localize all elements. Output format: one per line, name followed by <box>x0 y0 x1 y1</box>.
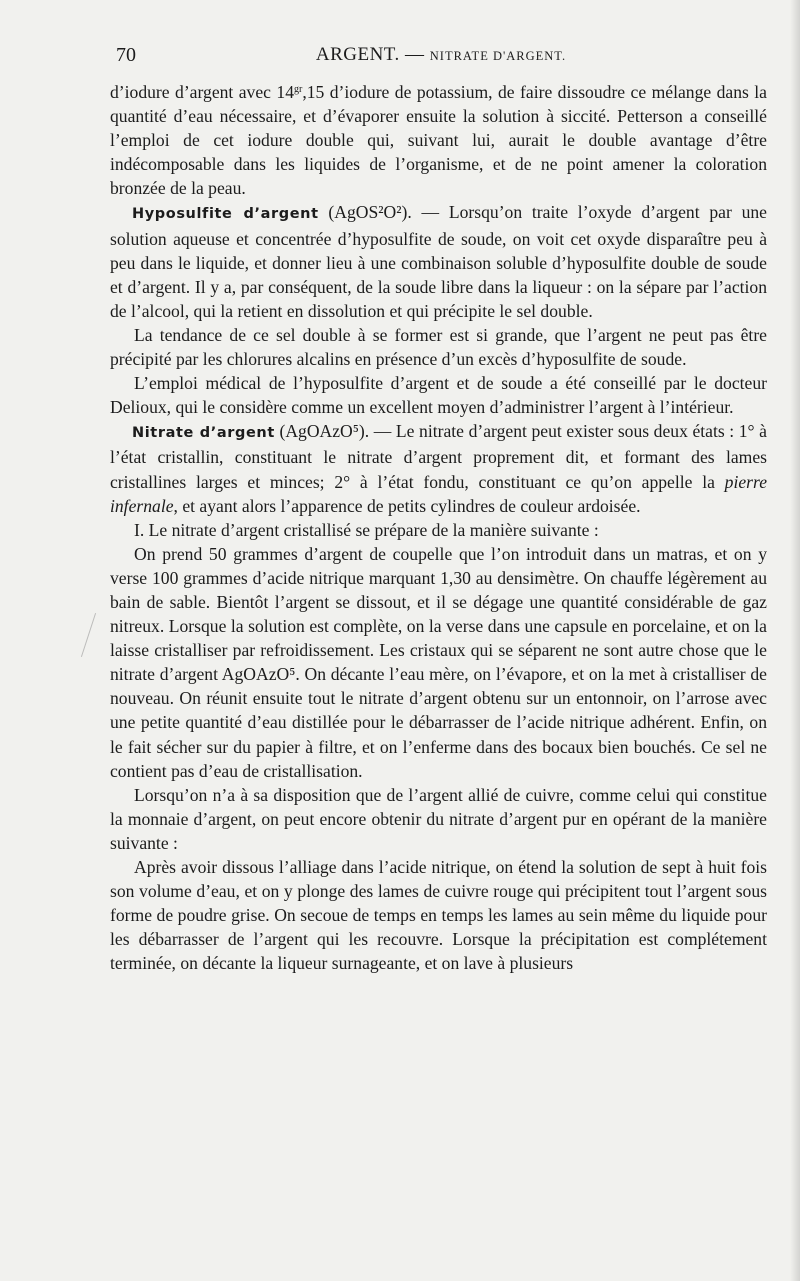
page-header <box>116 44 766 72</box>
scan-mark <box>81 613 96 657</box>
section-term-nitrate: Nitrate d’argent <box>132 425 275 442</box>
formula-hyposulfite: (AgOS²O²). <box>328 202 412 223</box>
paragraph-tendance: La tendance de ce sel double à se former est si grande, que l’argent ne peut pas être précipité par les chlorures alcalins en présence d’un excès d’hyposulfite de soude. <box>110 324 767 370</box>
page-edge-shadow <box>790 0 800 1281</box>
running-title <box>116 44 766 66</box>
formula-nitrate: (AgOAzO⁵). <box>279 421 370 442</box>
paragraph-dissolution-alliage: Après avoir dissous l’alliage dans l’acide nitrique, on étend la solution de sept à huit fois son volume d’eau, et on y plonge des lames de cuivre rouge qui précipitent tout l’argent sous forme de poudre grise. On secoue de temps en temps les lames au sein même du liquide pour les débarrasser de l’argent qui les recouvre. Lorsque la précipitation est complétement terminée, on décante la liqueur surnageante, et on lave à plusieurs <box>110 857 767 974</box>
paragraph-hyposulfite-text: — Lorsqu’on traite l’oxyde d’argent par une solution aqueuse et concentrée d’hyposulfite de soude, on voit cet oxyde disparaître peu à peu dans le liquide, et donner lieu à une combinaison soluble d’hyposulfite double de soude et d’argent. Il y a, par conséquent, de la soude libre dans la liqueur : on la sépare par l’action de l’alcool, qui la retient en dissolution et qui précipite le sel double. <box>110 202 767 321</box>
page-body <box>110 80 767 975</box>
italic-term-pierre-infernale: pierre infernale <box>110 471 767 516</box>
section-term-hyposulfite: Hyposulfite d’argent <box>132 206 319 223</box>
unit-superscript: gr <box>294 84 303 95</box>
paragraph-iodure: d’iodure d’argent avec $14^{gr},15$ d’iodure de potassium, de faire dissoudre ce mélange dans la quantité d’eau nécessaire, et d’évaporer ensuite la solution à siccité. Petterson a conseillé l’emploi de cet iodure double qui, suivant lui, aurait le double avantage d’être indécomposable dans les liquides de l’organisme, et de ne point amener la coloration bronzée de la peau. <box>110 82 767 199</box>
paragraph-argent-allie: Lorsqu’on n’a à sa disposition que de l’argent allié de cuivre, comme celui qui constitue la monnaie d’argent, on peut encore obtenir du nitrate d’argent pur en opérant de la manière suivante : <box>110 784 767 853</box>
running-title-small: NITRATE D'ARGENT. <box>429 49 567 63</box>
paragraph-preparation-heading: I. Le nitrate d’argent cristallisé se prépare de la manière suivante : <box>134 519 599 540</box>
page-number: 70 <box>116 44 136 66</box>
paragraph-nitrate-text-a: — Le nitrate d’argent peut exister sous deux états : 1° à l’état cristallin, constituant le nitrate d’argent proprement dit, et formant des lames cristallines larges et minces; 2° à l’état fondu, constituant ce qu’on appelle la <box>110 421 767 492</box>
running-title-main: ARGENT. — <box>315 44 425 65</box>
paragraph-hyposulfite <box>110 200 767 322</box>
paragraph-nitrate <box>110 419 767 517</box>
paragraph-nitrate-text-b: , et ayant alors l’apparence de petits cylindres de couleur ardoisée. <box>173 495 641 516</box>
paragraph-preparation-procedure: On prend 50 grammes d’argent de coupelle que l’on introduit dans un matras, et on y verse 100 grammes d’acide nitrique marquant 1,30 au densimètre. On chauffe légèrement au bain de sable. Bientôt l’argent se dissout, et il se dégage une quantité considérable de gaz nitreux. Lorsque la solution est complète, on la verse dans une capsule en porcelaine, et on la laisse cristalliser par refroidissement. Les cristaux qui se séparent ne sont autre chose que le nitrate d’argent AgOAzO⁵. On décante l’eau mère, on l’évapore, et on la met à cristalliser de nouveau. On réunit ensuite tout le nitrate d’argent obtenu sur un entonnoir, on l’arrose avec une petite quantité d’eau distillée pour le débarrasser de l’acide nitrique adhérent. Enfin, on le fait sécher sur du papier à filtre, et on l’enferme dans des bocaux bien bouchés. Ce sel ne contient pas d’eau de cristallisation. <box>110 543 767 781</box>
paragraph-emploi-medical: L’emploi médical de l’hyposulfite d’argent et de soude a été conseillé par le docteur Delioux, qui le considère comme un excellent moyen d’administrer l’argent à l’intérieur. <box>110 373 767 418</box>
